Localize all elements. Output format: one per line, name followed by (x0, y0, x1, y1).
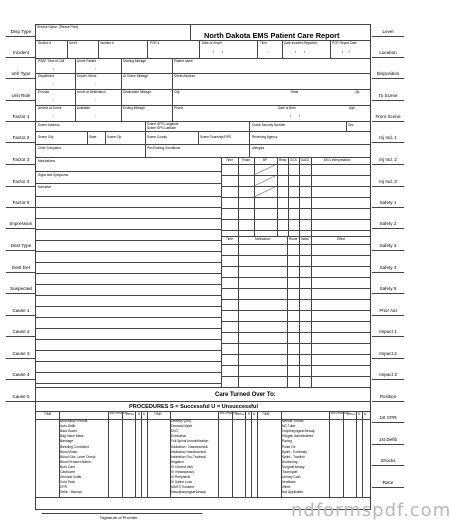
receiving-agency-field[interactable]: Receiving Agency (252, 135, 278, 139)
proc-col3-attempts-header: #OF ATTEMPTS (331, 412, 349, 415)
age-field[interactable]: Age (349, 106, 355, 110)
scene-city-field[interactable]: Scene City (38, 135, 54, 139)
proc-cold-pack[interactable]: Cold Pack (60, 480, 76, 485)
proc-col3-time-header: TIME (262, 412, 270, 416)
state-field[interactable]: State (291, 90, 299, 94)
allergies-field[interactable]: Allergies (252, 146, 265, 150)
proc-not-applicable[interactable]: Not Applicable (282, 490, 304, 495)
proc-col1-attempts-header: #OF ATTEMPTS (110, 412, 128, 415)
proc-oxygen[interactable]: Oxygen Administered (282, 434, 314, 439)
proc-demand-valve[interactable]: Demand Valve (171, 424, 193, 429)
time-field[interactable]: Time (260, 41, 267, 45)
proc-nasopharyngeal[interactable]: Nasopharyngeal Airway (171, 490, 206, 495)
first-defib-label: 1st Defib (372, 437, 404, 445)
proc-pulse-ox[interactable]: Pulse Ox (282, 444, 296, 449)
arrive-destination-field[interactable]: Arrive at Destination (77, 90, 106, 94)
factor-1-label: Factor 1 (6, 114, 36, 122)
proc-tourniquet[interactable]: Tourniquet (282, 470, 298, 474)
proc-blood-product-admin[interactable]: Blood Product Admin. (60, 459, 92, 464)
safety-1-label: Safety 1 (372, 200, 404, 208)
patient-name-field[interactable]: Patient name (174, 59, 193, 63)
proc-intubation-nasotracheal-2[interactable]: Intubation Nasotracheal (171, 449, 206, 454)
form-border (35, 24, 371, 510)
level-label: Level (372, 29, 404, 37)
pcr-report-date-field[interactable]: PCR Report Date (332, 41, 357, 45)
proc-mast-trousers[interactable]: MAST/Trousers (171, 485, 194, 490)
proc-defib-manual[interactable]: Defib - Manual (60, 490, 82, 495)
ending-mileage-field[interactable]: Ending Mileage (123, 106, 145, 110)
prior-aid-label: Prior Aid (372, 308, 404, 316)
enroute-field[interactable]: Enroute (38, 90, 50, 94)
impression-label: Impression (6, 221, 36, 229)
date-incident-reported-field[interactable]: Date Incident Reported (284, 41, 317, 45)
at-scene-mileage-field[interactable]: At Scene Mileage (123, 74, 148, 78)
proc-col1-time-header: TIME (44, 412, 52, 416)
to-scene-label: To Scene (372, 93, 404, 101)
impact-2-label: Impact 2 (372, 351, 404, 359)
position-label: Position (372, 394, 404, 402)
med-time-header: Time (226, 237, 233, 241)
incident-label: Incident (6, 50, 36, 58)
date-of-birth-field[interactable]: Date of Birth (278, 106, 296, 110)
scene-county-field[interactable]: Scene County (147, 135, 168, 139)
scene-zip-field[interactable]: Scene Zip (107, 135, 122, 139)
safety-5-label: Safety 5 (372, 286, 404, 294)
first-cpr-label: 1st CPR (372, 415, 404, 423)
cause-2-label: Cause 2 (6, 329, 36, 337)
proc-urinary-cath[interactable]: Urinary Cath. (282, 475, 302, 480)
proc-col3-u-header: U (364, 412, 367, 416)
pcr-form-page: Disp Type Incident Veh Type Unit Role Factor 1 Factor 2 Factor 3 Factor 4 Factor 5 Impression Dest Type Dest Det Suspected Cause 1 Cause 2 Cause 3 Cause 4 Cause 5 Level Location Disposition To Scene From Scene Inj Ind. 1 Inj Ind. 2 Inj Ind. 3 Safety 1 Safety 2 Safety 3 Safety 4 Safety 5 Prior Aid Impact 1 Impact 2 Impact 3 Position 1st CPR 1st Defib Shocks Race Service Name: (Please Print) North Dakota EMS Patient Care Report Service # Unit # Incident # PCR # Date of Onset Time Date Incident Reported PCR Report Date / / : / / / / PSAP Time of Call Arrive Patient Starting Mileage Patient name Dispatched Depart Scene At Scene Mileage Street Address Enroute Arrive at Destination Destination Mileage City State Zip Arrived at Scene Available Ending Mileage Phone Date of Birth Age : : : : : : : : / / Scene Address Scene GPS Longitude Scene GPS Latitude Social Security Number Sex Scene City State Scene Zip Scene County Scene Township/FIPS Receiving Agency Chief Complaint Pre-Existing Conditions Allergies Medications Signs and Symptoms Narrative Time Pulse BP Resp GCS SaO2 EKG Interpretation Time Medication Route Initial Effect Care Turned Over To: PROCEDURES S = Successful U = Unsuccessful TIME #OF ATTEMPTS INITIAL S U TIME #OF ATTEMPTS INITIAL S U TIME #OF ATTEMPTS INITIAL S U Abdominal Thrusts Auto Defib Back Boars Bag Valve Mask Bandage Bleeding Controlled Blood Draw Blood Glut. Level Check Blood Product Admin. Burn Care Cardiovert Cervical Collar Cold Pack CPR Defib - Manual Delivery (OB) Demand Valve EKG Extrication Full Spinal Immobilization Intubation - Nasotracheal Intubation Nasotracheal Intubation Oro-Tracheal Irrigation IV Central Vein IV Intraosseous IV Peripheral IV Saline Lock MAST/Trousers Nasopharyngeal Airway Needle Thorac. NG Tube Oropharyngeal Airway Oxygen Administered Pacing Pulse Ox Splint - Extremity Splint - Traction Suctioning Surgical Airway Tourniquet Urinary Cath. Ventilator Other: Not Applicable Signature of Provider ndformspdf.com (0, 0, 409, 530)
factor-5-label: Factor 5 (6, 200, 36, 208)
proc-col3-initial-header: INITIAL (347, 413, 356, 416)
starting-mileage-field[interactable]: Starting Mileage (123, 59, 147, 63)
proc-suctioning[interactable]: Suctioning (282, 459, 298, 464)
form-title: North Dakota EMS Patient Care Report (204, 31, 340, 40)
proc-splint-traction[interactable]: Splint - Traction (282, 454, 305, 459)
proc-abdominal-thrusts[interactable]: Abdominal Thrusts (60, 419, 88, 423)
signature-label: Signature of Provider (100, 515, 138, 520)
proc-col2-attempts-header: #OF ATTEMPTS (220, 412, 238, 415)
proc-col1-u-header: U (143, 412, 146, 416)
bp-diagonal-lines (254, 164, 277, 236)
dest-type-label: Dest Type (6, 243, 36, 251)
unit-number-field[interactable]: Unit # (69, 41, 78, 45)
narrative-field[interactable]: Narrative (38, 185, 51, 189)
suspected-label: Suspected (6, 286, 36, 294)
vitals-time-header: Time (226, 158, 233, 162)
safety-2-label: Safety 2 (372, 221, 404, 229)
inj-ind-1-label: Inj Ind. 1 (372, 135, 404, 143)
scene-address-field[interactable]: Scene Address (38, 123, 60, 127)
service-number-field[interactable]: Service # (38, 41, 52, 45)
available-field[interactable]: Available (77, 106, 90, 110)
proc-intubation-nasotracheal-1[interactable]: Intubation - Nasotracheal (171, 444, 208, 449)
proc-splint-extremity[interactable]: Splint - Extremity (282, 449, 307, 454)
proc-iv-peripheral[interactable]: IV Peripheral (171, 475, 191, 480)
vitals-resp-header: Resp (279, 158, 287, 162)
proc-col2-time-header: TIME (154, 412, 162, 416)
inj-ind-3-label: Inj Ind. 3 (372, 179, 404, 187)
disp-type-label: Disp Type (6, 29, 36, 37)
procedures-title: PROCEDURES S = Successful U = Unsuccessful (129, 404, 259, 410)
proc-cervical-collar[interactable]: Cervical Collar (60, 475, 82, 480)
med-medication-header: Medication (255, 237, 271, 241)
city-field[interactable]: City (174, 90, 180, 94)
psap-time-field[interactable]: PSAP Time of Call (38, 59, 65, 63)
phone-field[interactable]: Phone (174, 106, 184, 110)
proc-cpr[interactable]: CPR (60, 485, 67, 490)
from-scene-label: From Scene (372, 114, 404, 122)
impact-1-label: Impact 1 (372, 329, 404, 337)
scene-state-field[interactable]: State (89, 135, 97, 139)
vitals-bp-header: BP (263, 158, 268, 162)
inj-ind-2-label: Inj Ind. 2 (372, 157, 404, 165)
factor-3-label: Factor 3 (6, 157, 36, 165)
proc-bleeding-controlled[interactable]: Bleeding Controlled (60, 444, 89, 449)
proc-col1-s-header: S (138, 412, 141, 416)
proc-ekg[interactable]: EKG (171, 429, 178, 434)
vitals-pulse-header: Pulse (242, 158, 250, 162)
dispatched-field[interactable]: Dispatched (38, 74, 54, 78)
scene-gps-latitude-field[interactable]: Scene GPS Latitude (147, 126, 176, 130)
dest-det-label: Dest Det (6, 265, 36, 273)
incident-number-field[interactable]: Incident # (100, 41, 114, 45)
proc-pacing[interactable]: Pacing (282, 439, 293, 444)
proc-ng-tube[interactable]: NG Tube (282, 424, 296, 429)
cause-1-label: Cause 1 (6, 308, 36, 316)
proc-oropharyngeal[interactable]: Oropharyngeal Airway (282, 429, 315, 434)
proc-col1-initial-header: INITIAL (126, 413, 135, 416)
arrive-patient-field[interactable]: Arrive Patient (77, 59, 97, 63)
disposition-label: Disposition (372, 71, 404, 79)
sex-field[interactable]: Sex (348, 123, 354, 127)
proc-needle-thorac[interactable]: Needle Thorac. (282, 419, 305, 423)
service-name-label: Service Name: (Please Print) (37, 25, 79, 29)
med-initial-header: Initial (301, 237, 309, 241)
proc-delivery-ob[interactable]: Delivery (OB) (171, 419, 191, 423)
zip-field[interactable]: Zip (355, 90, 360, 94)
medications-field[interactable]: Medications (38, 159, 56, 163)
cause-4-label: Cause 4 (6, 372, 36, 380)
med-effect-header: Effect (337, 237, 346, 241)
proc-blood-draw[interactable]: Blood Draw (60, 449, 78, 454)
proc-burn-care[interactable]: Burn Care (60, 464, 76, 469)
vitals-gcs-header: GCS (290, 158, 297, 162)
proc-other[interactable]: Other: (282, 485, 292, 490)
date-of-onset-field[interactable]: Date of Onset (202, 41, 222, 45)
shocks-label: Shocks (372, 458, 404, 466)
destination-mileage-field[interactable]: Destination Mileage (123, 90, 151, 94)
veh-type-label: Veh Type (6, 71, 36, 79)
proc-ventilator[interactable]: Ventilator (282, 480, 296, 485)
vitals-ekg-header: EKG Interpretation (324, 158, 351, 162)
safety-3-label: Safety 3 (372, 243, 404, 251)
factor-2-label: Factor 2 (6, 135, 36, 143)
pre-existing-conditions-field[interactable]: Pre-Existing Conditions (147, 146, 181, 150)
proc-full-spinal[interactable]: Full Spinal Immobilization (171, 439, 209, 444)
scene-gps-longitude-field[interactable]: Scene GPS Longitude (147, 122, 179, 126)
impact-3-label: Impact 3 (372, 372, 404, 380)
proc-col2-initial-header: INITIAL (236, 413, 245, 416)
proc-iv-central[interactable]: IV Central Vein (171, 464, 193, 469)
care-turned-over-label: Care Turned Over To: (215, 392, 276, 398)
safety-4-label: Safety 4 (372, 265, 404, 273)
cause-5-label: Cause 5 (6, 394, 36, 402)
proc-blood-glut-check[interactable]: Blood Glut. Level Check (60, 454, 96, 459)
arrived-at-scene-field[interactable]: Arrived at Scene (38, 106, 62, 110)
chief-complaint-field[interactable]: Chief Complaint (38, 146, 61, 150)
location-label: Location (372, 50, 404, 58)
proc-auto-defib[interactable]: Auto Defib (60, 424, 76, 429)
race-label: Race (372, 480, 404, 488)
site-watermark: ndformspdf.com (291, 500, 451, 521)
depart-scene-field[interactable]: Depart Scene (77, 74, 97, 78)
proc-irrigation[interactable]: Irrigation (171, 459, 184, 464)
proc-intubation-oro[interactable]: Intubation Oro-Tracheal (171, 454, 206, 459)
ssn-field[interactable]: Social Security Number (252, 123, 286, 127)
scene-township-field[interactable]: Scene Township/FIPS (200, 135, 232, 139)
signs-symptoms-field[interactable]: Signs and Symptoms (38, 173, 69, 177)
proc-col3-s-header: S (358, 412, 361, 416)
med-route-header: Route (289, 237, 298, 241)
proc-surgical-airway[interactable]: Surgical Airway (282, 464, 305, 469)
unit-role-label: Unit Role (6, 93, 36, 101)
cause-3-label: Cause 3 (6, 351, 36, 359)
proc-extrication[interactable]: Extrication (171, 434, 187, 439)
vitals-sao2-header: SaO2 (301, 158, 310, 162)
proc-iv-saline-lock[interactable]: IV Saline Lock (171, 480, 193, 485)
proc-cardiovert[interactable]: Cardiovert (60, 470, 76, 474)
proc-bag-valve-mask[interactable]: Bag Valve Mask (60, 434, 84, 439)
proc-bandage[interactable]: Bandage (60, 439, 74, 444)
factor-4-label: Factor 4 (6, 179, 36, 187)
proc-col2-s-header: S (248, 412, 251, 416)
proc-back-boars[interactable]: Back Boars (60, 429, 77, 434)
street-address-field[interactable]: Street Address (174, 74, 195, 78)
proc-iv-intraosseous[interactable]: IV Intraosseous (171, 470, 194, 474)
pcr-number-field[interactable]: PCR # (150, 41, 160, 45)
proc-col2-u-header: U (253, 412, 256, 416)
